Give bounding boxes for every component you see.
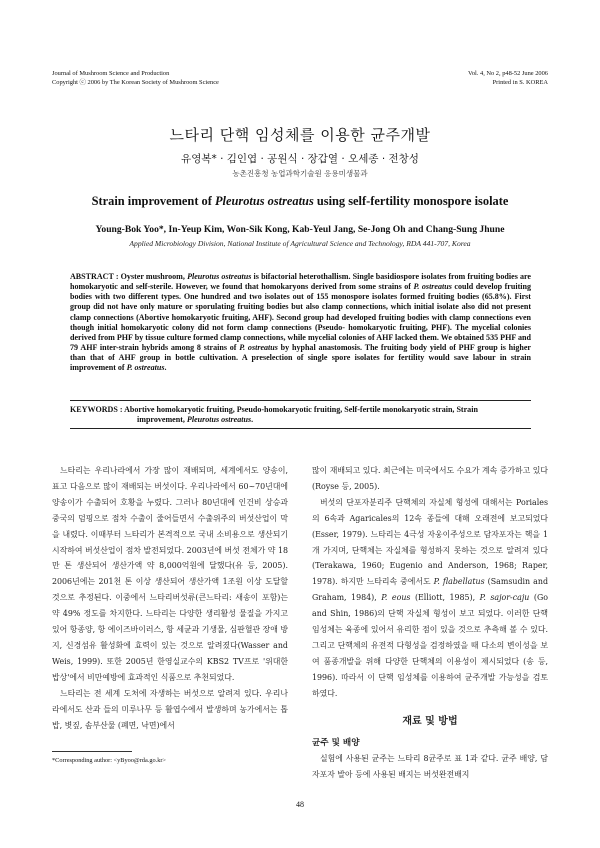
- keywords-species: Pleurotus ostreatus: [186, 415, 252, 425]
- species-name: P. sajor-caju: [479, 593, 530, 603]
- title-text-end: using self-fertility monospore isolate: [313, 194, 509, 208]
- abstract-text: .: [164, 363, 167, 373]
- footnote: *Corresponding author: <yByoo@rda.go.kr>: [52, 757, 166, 764]
- divider-top: [70, 400, 531, 401]
- abstract-label: ABSTRACT :: [70, 272, 119, 281]
- keywords-text: improvement,: [137, 415, 187, 425]
- footnote-rule: [52, 751, 132, 752]
- paragraph-text: (Go and Shin, 1986)의 단핵 자실체 형성이 보고 되었다. 이러한 단핵 임성체는 육종에 있어서 유리한 점이 있을 것으로 추측해 볼 수 있다. 그리고 단핵체의 유전적 다형성을 검정하였을 때 다소의 변이성을 보여 품종개발을 위해 다양한 단핵체의 이용성이 제시되었다 (송 등, 1996). 따라서 이 단핵 임성체를 이용하여 균주개발 가능성을 검토하였다.: [312, 593, 548, 698]
- subsection-heading: 균주 및 배양: [312, 737, 360, 748]
- abstract-species: P. ostreatus: [239, 343, 278, 353]
- abstract: [70, 272, 531, 374]
- korean-title: 느타리 단핵 임성체를 이용한 균주개발: [169, 126, 431, 144]
- korean-authors: 유영복* · 김인엽 · 공원식 · 장갑열 · 오세종 · 전창성: [181, 153, 419, 165]
- korean-affiliation: 농촌진흥청 농업과학기술원 응용미생물과: [232, 169, 368, 178]
- abstract-text: Oyster mushroom,: [118, 272, 188, 281]
- english-authors: Young-Bok Yoo*, In-Yeup Kim, Won-Sik Kong, Kab-Yeul Jang, Se-Jong Oh and Chang-Sung Jhune: [95, 224, 505, 235]
- paragraph: 실험에 사용된 균주는 느타리 8균주로 표 1과 같다. 균주 배양, 담자포자 발아 등에 사용된 배지는 버섯완전배지: [312, 754, 548, 780]
- keywords: [70, 405, 531, 425]
- volume-info: Vol. 4, No 2, p48-52 June 2006: [468, 70, 548, 77]
- copyright: Copyright ⓒ 2006 by The Korean Society of Mushroom Science: [52, 79, 219, 86]
- journal-name: Journal of Mushroom Science and Production: [52, 70, 170, 77]
- title-species: Pleurotus ostreatus: [214, 194, 314, 208]
- abstract-text: by hyphal anastomosis. The fruiting body yield of PHF group is higher than that of AHF group in bottle cultivation. A preselection of single spore isolates for fertility would save labour in strain improvement of: [70, 343, 531, 373]
- species-name: P. flabellatus: [433, 577, 485, 587]
- abstract-species: P. ostreatus: [126, 363, 165, 373]
- english-affiliation: Applied Microbiology Division, National Institute of Agricultural Science and Technology, RDA 441-707, Korea: [129, 239, 471, 248]
- abstract-text: is bifactorial heterothallism. Single basidiospore isolates from fruiting bodies are homokaryotic and self-sterile. However, we found that homokaryons derived from some strains of: [70, 272, 531, 292]
- left-column: [52, 463, 288, 733]
- section-heading: 재료 및 방법: [402, 715, 458, 727]
- keywords-line-1: [70, 405, 531, 415]
- paragraph-text: 버섯의 단포자분리주 단핵체의 자실체 형성에 대해서는 Poriales의 6속과 Agaricales의 12속 종들에 대해 오래전에 보고되었다 (Esser, 1979). 느타리는 4극성 자웅이주성으로 담자포자는 핵을 1개 가지며, 단핵체는 자실체를 형성하지 못하는 것으로 알려져 있다(Terakawa, 1960; Eugenio and Anderson, 1968; Raper, 1978). 하지만 느타리속 중에서도: [312, 497, 548, 587]
- keywords-line-2: [70, 415, 531, 425]
- keywords-text: Abortive homokaryotic fruiting, Pseudo-homokaryotic fruiting, Self-fertile monokaryotic strain, Strain: [122, 405, 478, 414]
- english-title: [0, 194, 600, 209]
- paragraph: 느타리는 전 세계 도처에 자생하는 버섯으로 알려져 있다. 우리나라에서도 산과 들의 미루나무 등 활엽수에서 발생하며 농가에서는 톱밥, 볏짚, 솜부산물 (폐면, 낙면)에서: [52, 688, 288, 730]
- divider-bottom: [70, 428, 531, 429]
- species-name: P. eous: [381, 593, 411, 603]
- keywords-end: .: [251, 415, 254, 425]
- abstract-species: P. ostreatus: [413, 282, 452, 292]
- abstract-species: Pleurotus ostreatus: [187, 272, 252, 281]
- paragraph-text: (Elliott, 1985),: [410, 593, 480, 603]
- page-number: 48: [296, 800, 304, 809]
- paragraph: 많이 재배되고 있다. 최근에는 미국에서도 수요가 계속 증가하고 있다 (Royse 등, 2005).: [312, 466, 549, 491]
- right-column: [312, 463, 548, 783]
- title-text: Strain improvement of: [91, 194, 215, 208]
- paragraph: 느타리는 우리나라에서 가장 많이 재배되며, 세계에서도 양송이, 표고 다음으로 많이 재배되는 버섯이다. 우리나라에서 60~70년대에 양송이가 수출되어 호황을 누렸다. 그러나 80년대에 인건비 상승과 중국의 덤핑으로 점차 수출이 줄어들면서 수출위주의 버섯산업이 막을 내렸다. 이때부터 느타리가 본격적으로 국내 소비용으로 생산되기 시작하여 버섯산업이 점차 발전되었다. 2003년에 버섯 전체가 약 18만 톤 생산되어 생산가액 약 8,000억원에 달했다(유 등, 2005). 2006년에는 201천 톤 이상 생산되어 생산가액 1조원 이상 도달할 것으로 추정된다. 이중에서 느타리버섯류(큰느타리: 새송이 포함)는 약 49% 정도를 차지한다. 느타리는 다양한 생리활성 물질을 가지고 있어 항종양, 항 에이즈바이러스, 항 세균과 기생물, 심판혈관 장애 방지, 신경섬유 활성화에 효력이 있는 것으로 알려졌다(Wasser and Weis, 1999). 또한 2005년 한영실교수의 KBS2 TV프로 '위대한 밥상'에서 비만예방에 효과적인 식품으로 추천되었다.: [52, 466, 288, 682]
- keywords-label: KEYWORDS :: [70, 405, 123, 414]
- paragraph: [312, 495, 548, 702]
- paragraph-text: (Samsudin and Graham, 1984),: [312, 577, 548, 603]
- printed-info: Printed in S. KOREA: [492, 79, 548, 86]
- abstract-text: could develop fruiting bodies with two different types. One hundred and two isolates out of 155 monospore isolates formed fruiting bodies (65.8%). First group did not have only mature or sporulating fruiting bodies but also clamp connections, which initial isolate also did not present clamp connections (Abortive homokaryotic fruiting, AHF). Second group had developed fruiting bodies with clamp connections even though initial homokaryotic colony did not form clamp connections (Pseudo- homokaryotic fruiting, PHF). The mycelial colonies derived from PHF by tissue culture formed clamp connections, while mycelial colonies of AHF lacked them. We obtained 535 PHF and 79 AHF inter-strain hybrids among 8 strains of: [70, 282, 531, 353]
